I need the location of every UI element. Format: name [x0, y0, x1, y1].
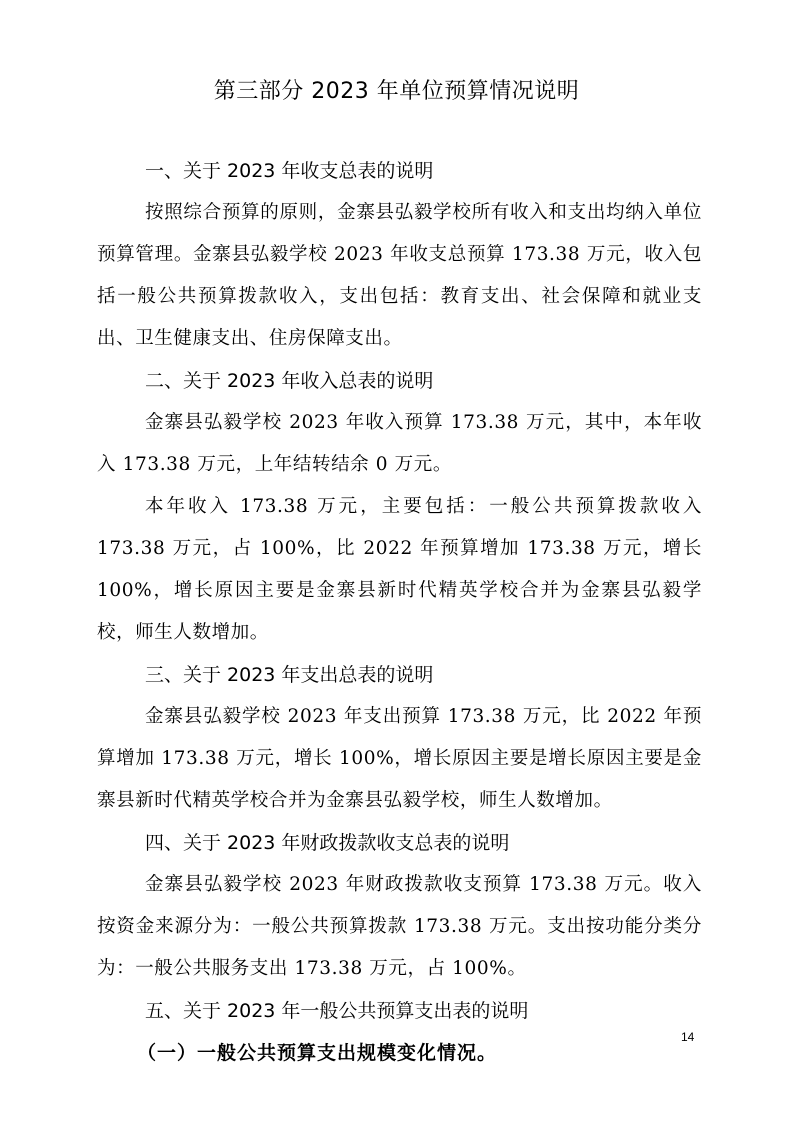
section-4-heading: 四、关于 2023 年财政拨款收支总表的说明 [145, 832, 510, 854]
section-5-heading: 五、关于 2023 年一般公共预算支出表的说明 [145, 1000, 529, 1022]
section-4-paragraph-1: 金寨县弘毅学校 2023 年财政拨款收支预算 173.38 万元。收入按资金来源分为：一般公共预算拨款 173.38 万元。支出按功能分类分为：一般公共服务支出 173.38 万元，占 100%。 [97, 874, 702, 979]
section-5-subheading: （一）一般公共预算支出规模变化情况。 [137, 1042, 498, 1064]
section-2-paragraph-2: 本年收入 173.38 万元，主要包括：一般公共预算拨款收入 173.38 万元，占 100%，比 2022 年预算增加 173.38 万元，增长 100%，增长原因主要是金寨县新时代精英学校合并为金寨县弘毅学校，师生人数增加。 [97, 496, 702, 643]
page-title: 第三部分 2023 年单位预算情况说明 [213, 79, 580, 104]
section-1-paragraph-1: 按照综合预算的原则，金寨县弘毅学校所有收入和支出均纳入单位预算管理。金寨县弘毅学校 2023 年收支总预算 173.38 万元，收入包括一般公共预算拨款收入，支出包括：教育支出、社会保障和就业支出、卫生健康支出、住房保障支出。 [97, 202, 702, 349]
page-number: 14 [681, 1030, 695, 1044]
section-2-paragraph-1: 金寨县弘毅学校 2023 年收入预算 173.38 万元，其中，本年收入 173.38 万元，上年结转结余 0 万元。 [97, 412, 702, 475]
section-3-paragraph-1: 金寨县弘毅学校 2023 年支出预算 173.38 万元，比 2022 年预算增加 173.38 万元，增长 100%，增长原因主要是增长原因主要是金寨县新时代精英学校合并为金寨县弘毅学校，师生人数增加。 [97, 706, 702, 811]
document-body [97, 150, 702, 1074]
section-2-heading: 二、关于 2023 年收入总表的说明 [145, 370, 434, 392]
section-1-heading: 一、关于 2023 年收支总表的说明 [145, 160, 434, 182]
section-3-heading: 三、关于 2023 年支出总表的说明 [145, 664, 434, 686]
